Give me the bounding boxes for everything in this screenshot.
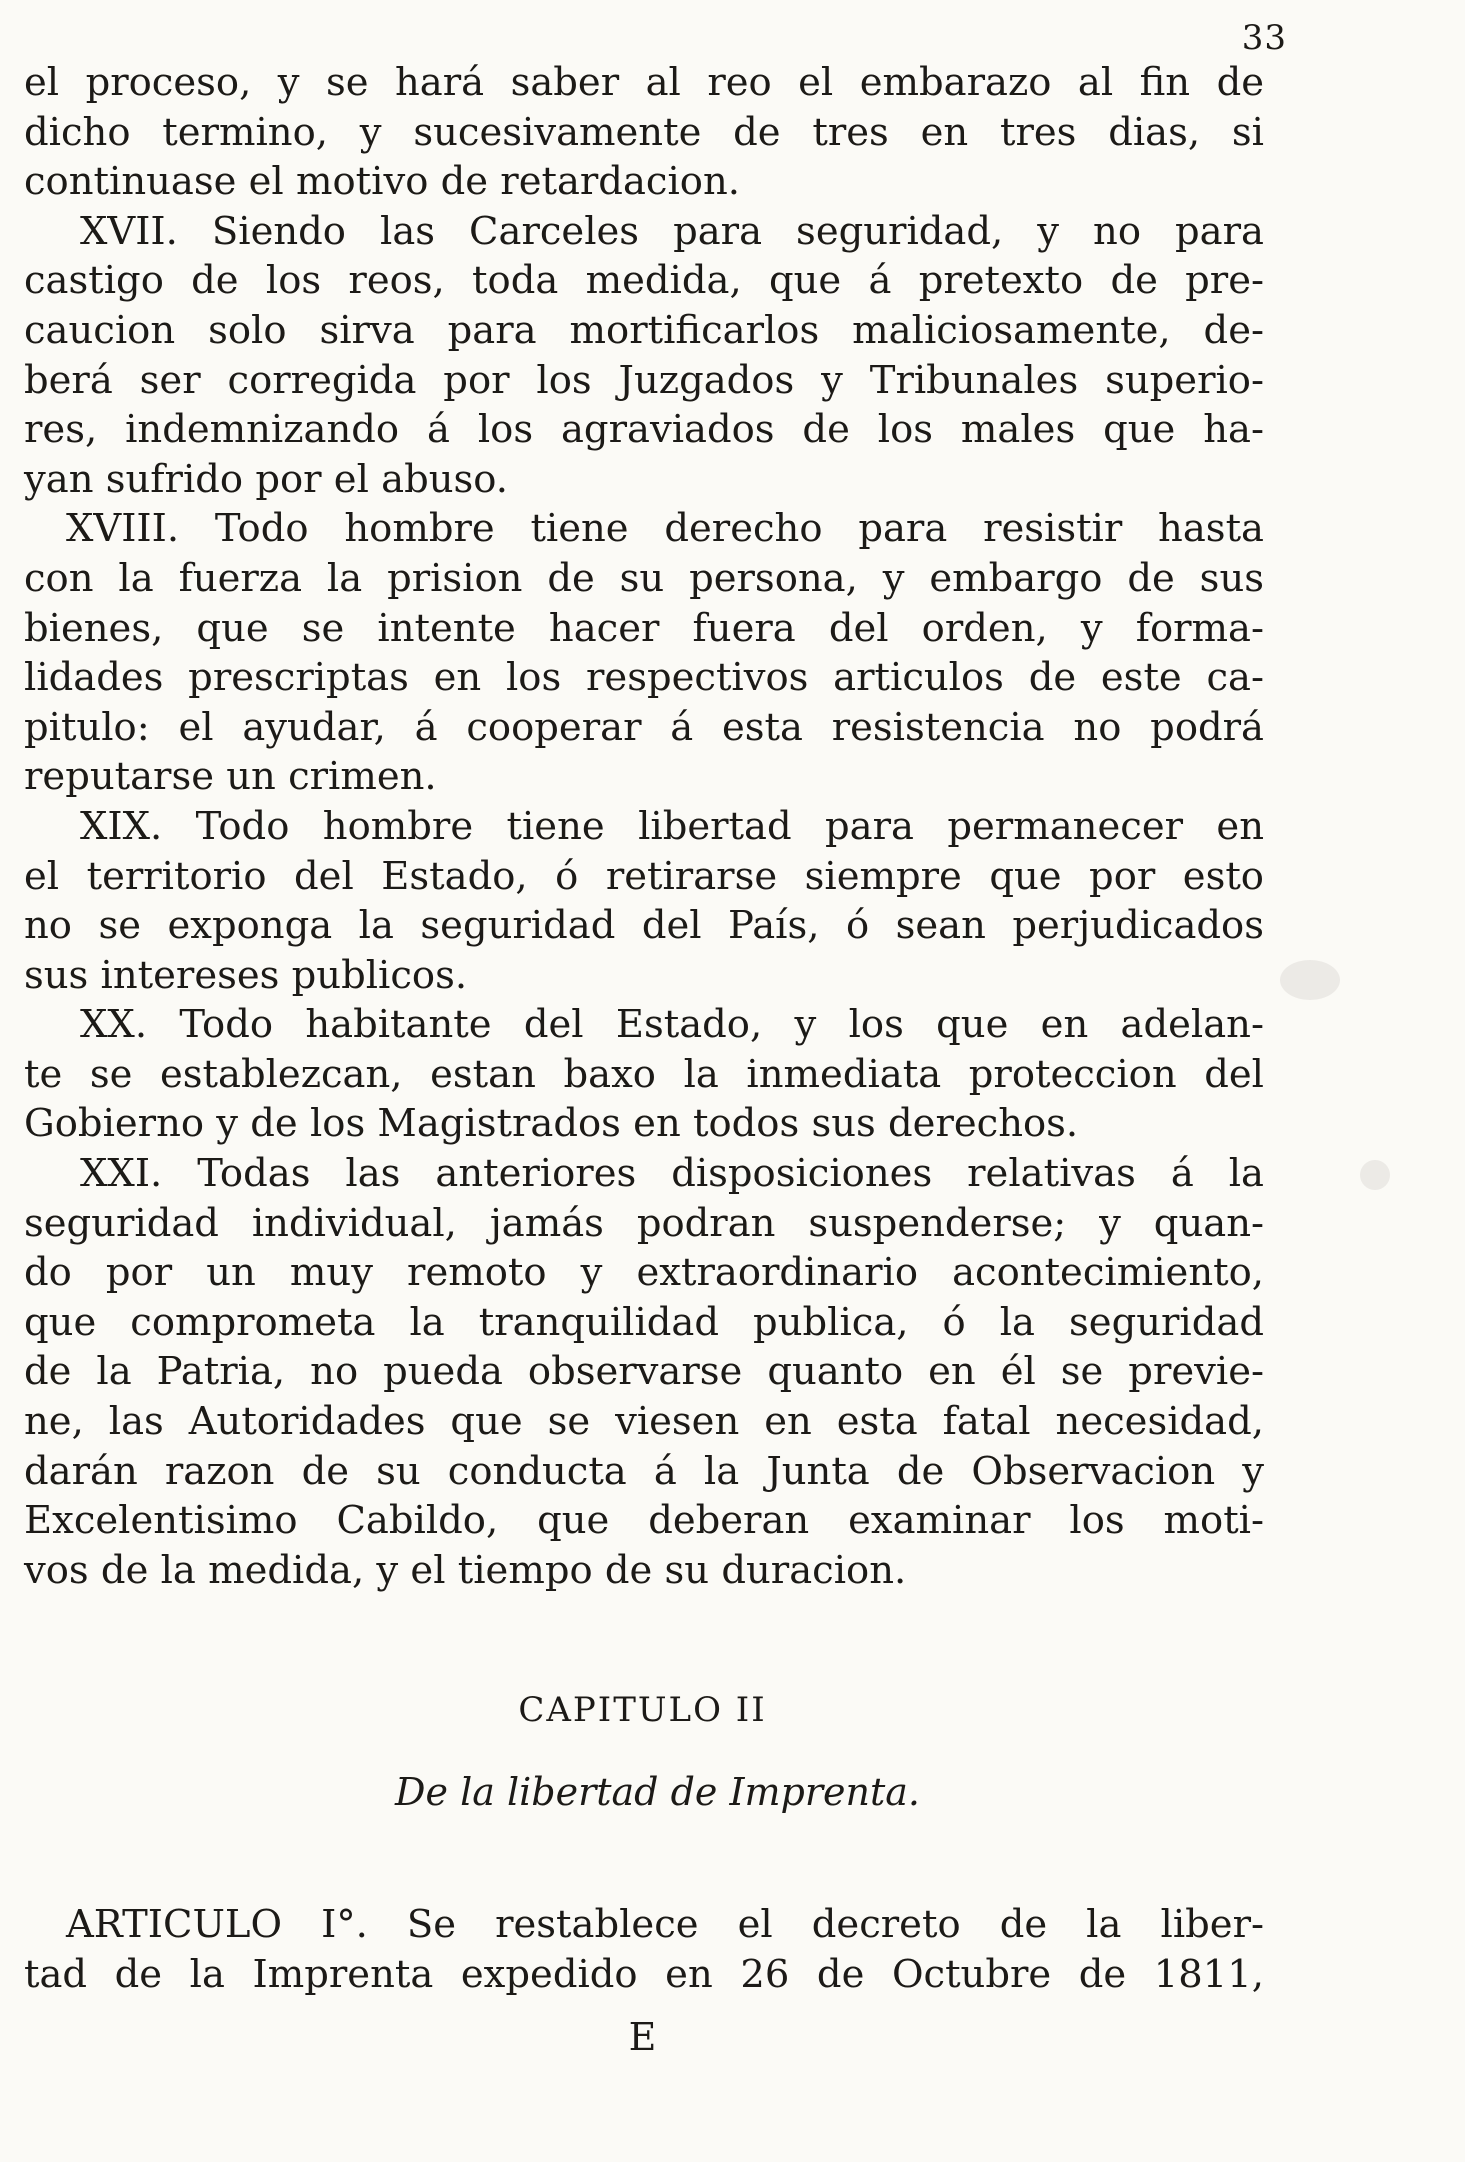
page-number: 33 [1241,18,1287,58]
text-line: sus intereses publicos. [24,952,468,998]
body-text [24,58,1264,1595]
text-line: ne, las Autoridades que se viesen en esta fatal necesidad, [24,1399,1264,1445]
text-line: darán razon de su conducta á la Junta de Observacion y [24,1448,1264,1494]
text-line: continuase el motivo de retardacion. [24,159,740,205]
text-line: con la fuerza la prision de su persona, y embargo de sus [24,555,1264,601]
text-line-article-1: ARTICULO I°. Se restablece el decreto de la liber- [66,1902,1264,1947]
text-line: reputarse un crimen. [24,754,437,800]
text-line-section-xix: XIX. Todo hombre tiene libertad para permanecer en [80,803,1264,849]
text-line: el territorio del Estado, ó retirarse siempre que por esto [24,853,1264,899]
text-line: castigo de los reos, toda medida, que á pretexto de pre- [24,258,1264,304]
text-line: res, indemnizando á los agraviados de los males que ha- [24,407,1264,453]
text-line: no se exponga la seguridad del País, ó sean perjudicados [24,903,1264,949]
text-line: tad de la Imprenta expedido en 26 de Octubre de 1811, [24,1951,1264,1997]
text-line: Gobierno y de los Magistrados en todos sus derechos. [24,1101,1079,1147]
chapter-heading: CAPITULO II [518,1690,767,1730]
paper-stain [1360,1160,1390,1190]
text-line: Excelentisimo Cabildo, que deberan examinar los moti- [24,1498,1264,1544]
text-line-section-xvii: XVII. Siendo las Carceles para seguridad, y no para [80,208,1264,254]
text-line: berá ser corregida por los Juzgados y Tribunales superio- [24,357,1264,403]
text-line: te se establezcan, estan baxo la inmediata proteccion del [24,1051,1264,1097]
paper-stain [1280,960,1340,1000]
text-line: pitulo: el ayudar, á cooperar á esta resistencia no podrá [24,704,1264,750]
text-line: yan sufrido por el abuso. [24,456,509,502]
text-line: caucion solo sirva para mortificarlos maliciosamente, de- [24,307,1264,353]
text-line: de la Patria, no pueda observarse quanto en él se previe- [24,1349,1264,1395]
article-text [24,1900,1264,1999]
text-line-section-xviii: XVIII. Todo hombre tiene derecho para resistir hasta [66,506,1264,552]
text-line: vos de la medida, y el tiempo de su duracion. [24,1547,907,1593]
text-line: que comprometa la tranquilidad publica, ó la seguridad [24,1299,1264,1345]
text-line: lidades prescriptas en los respectivos articulos de este ca- [24,655,1264,701]
text-line: bienes, que se intente hacer fuera del orden, y forma- [24,605,1264,651]
text-line-section-xxi: XXI. Todas las anteriores disposiciones relativas á la [80,1151,1264,1197]
text-line: seguridad individual, jamás podran suspenderse; y quan- [24,1200,1264,1246]
text-line: el proceso, y se hará saber al reo el embarazo al fin de [24,60,1264,105]
chapter-subtitle: De la libertad de Imprenta. [395,1770,920,1814]
text-line: do por un muy remoto y extraordinario acontecimiento, [24,1250,1264,1296]
signature-mark: E [628,2015,657,2059]
text-line-section-xx: XX. Todo habitante del Estado, y los que en adelan- [80,1002,1264,1048]
text-line: dicho termino, y sucesivamente de tres en tres dias, si [24,109,1264,155]
